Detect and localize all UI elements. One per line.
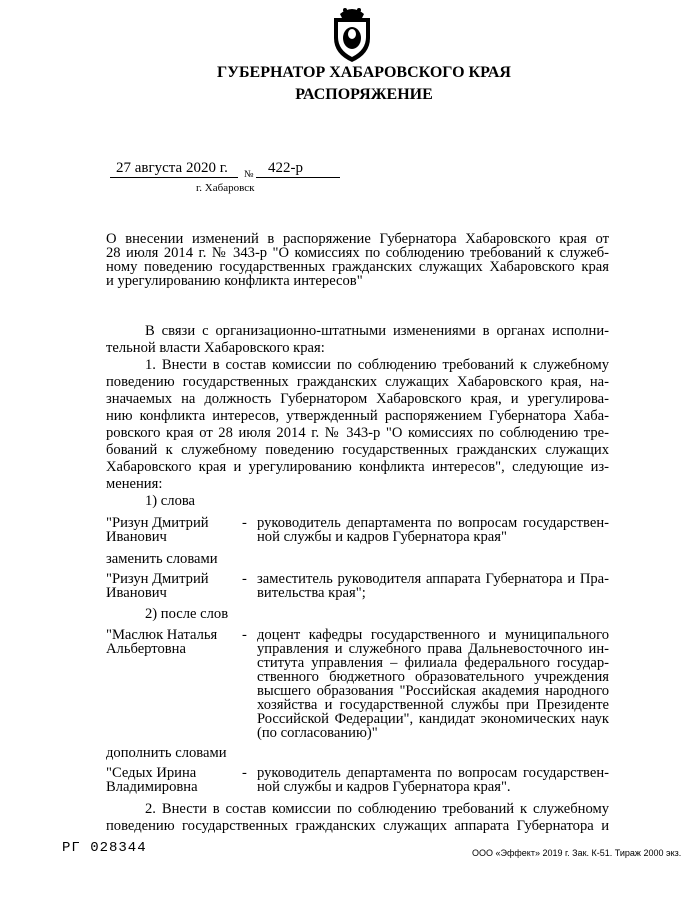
date-underline <box>110 177 238 178</box>
coat-of-arms-emblem <box>326 4 378 64</box>
form-serial-number: РГ 028344 <box>62 840 147 856</box>
number-underline <box>256 177 340 178</box>
replace-label: заменить словами <box>106 551 218 567</box>
item-2-label: 2) после слов <box>145 606 229 622</box>
document-type-title: РАСПОРЯЖЕНИЕ <box>295 86 433 103</box>
authority-title: ГУБЕРНАТОР ХАБАРОВСКОГО КРАЯ <box>217 64 511 81</box>
add-label: дополнить словами <box>106 745 227 761</box>
document-number: 422-р <box>268 160 303 176</box>
document-city: г. Хабаровск <box>196 182 255 194</box>
item-1-label: 1) слова <box>145 493 196 509</box>
printer-imprint: ООО «Эффект» 2019 г. Зак. К-51. Тираж 2000 экз. <box>472 848 682 858</box>
number-sign: № <box>244 169 254 180</box>
document-date: 27 августа 2020 г. <box>116 160 228 176</box>
